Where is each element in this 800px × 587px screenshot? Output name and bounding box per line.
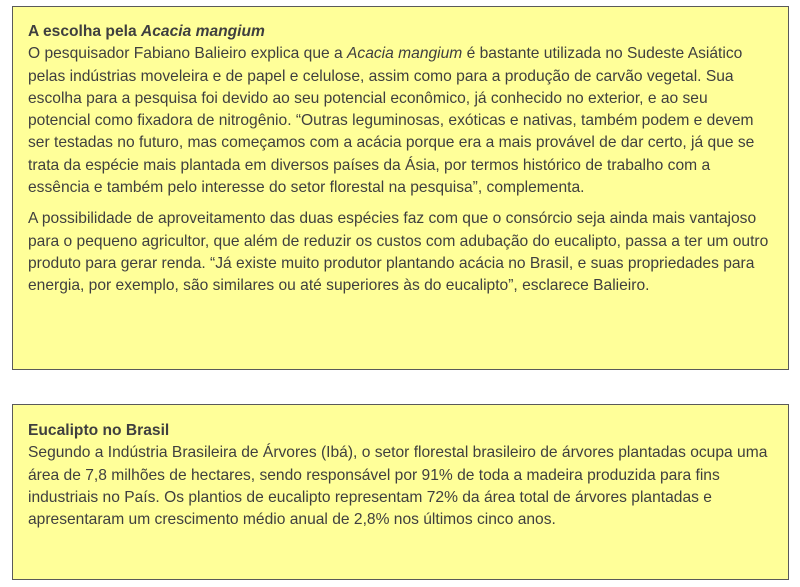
eucalipto-box-title: Eucalipto no Brasil [28,422,170,439]
acacia-info-box [12,6,789,370]
acacia-paragraph-species: Acacia mangium [347,45,463,63]
eucalipto-info-box [12,404,789,580]
eucalipto-paragraph-1: Segundo a Indústria Brasileira de Árvores (Ibá), o setor florestal brasileiro de árvores plantadas ocupa uma área de 7,8 milhões de hectares, sendo responsável por 91% de toda a madeira produzida para fins industriais no País. Os plantios de eucalipto representam 72% da área total de árvores plantadas e apresentaram um crescimento médio anual de 2,8% nos últimos cinco anos. [28,444,768,529]
acacia-title-species: Acacia mangium [140,23,265,40]
acacia-paragraph-2: A possibilidade de aproveitamento das duas espécies faz com que o consórcio seja ainda mais vantajoso para o pequeno agricultor, que além de reduzir os custos com adubação do eucalipto, passa a ter um outro produto para gerar renda. “Já existe muito produtor plantando acácia no Brasil, e suas propriedades para energia, por exemplo, são similares ou até superiores às do eucalipto”, esclarece Balieiro. [28,210,769,295]
acacia-paragraph-1: O pesquisador Fabiano Balieiro explica que a Acacia mangium é bastante utilizada no Sudeste Asiático pelas indústrias moveleira e de papel e celulose, assim como para a produção de carvão vegetal. Sua escolha para a pesquisa foi devido ao seu potencial econômico, já conhecido no exterior, e ao seu potencial como fixadora de nitrogênio. “Outras leguminosas, exóticas e nativas, também podem e devem ser testadas no futuro, mas começamos com a acácia porque era a mais provável de dar certo, já que se trata da espécie mais plantada em diversos países da Ásia, por termos histórico de trabalho com a essência e também pelo interesse do setor florestal na pesquisa”, complementa. [28,45,755,197]
acacia-box-title: A escolha pela Acacia mangium [28,23,265,40]
